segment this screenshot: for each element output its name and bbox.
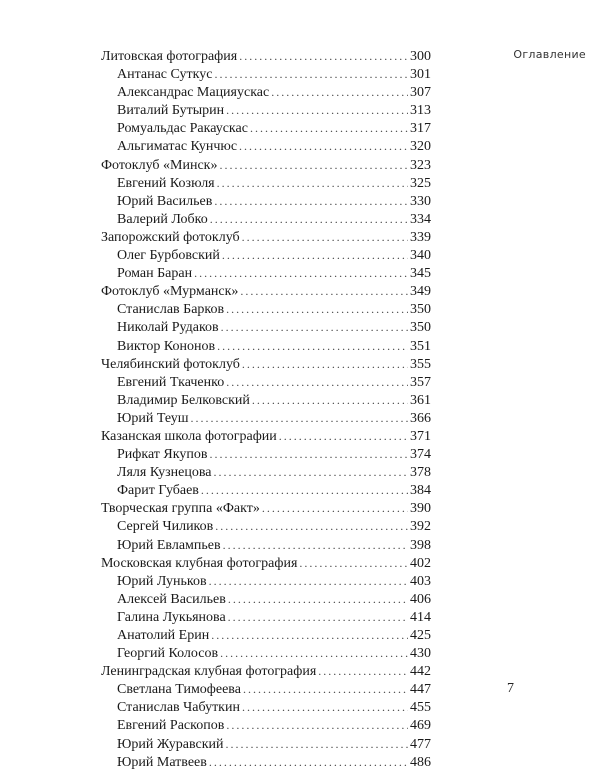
toc-title: Валерий Лобко: [117, 211, 208, 227]
toc-section-row: [101, 156, 431, 174]
toc-title: Владимир Белковский: [117, 392, 250, 408]
toc-section-row: [101, 499, 431, 517]
toc-title: Юрий Теуш: [117, 410, 189, 426]
toc-entry-row: [101, 626, 431, 644]
toc-dot-leader: [226, 101, 408, 119]
toc-title: Станислав Барков: [117, 302, 225, 318]
toc-dot-leader: [226, 300, 408, 318]
toc-page-number: 469: [410, 718, 431, 734]
toc-page-number: 317: [410, 121, 431, 137]
toc-page-number: 392: [410, 519, 431, 535]
toc-dot-leader: [221, 318, 408, 336]
toc-title: Георгий Колосов: [117, 646, 219, 662]
toc-page-number: 406: [410, 591, 431, 607]
toc-page-number: 486: [410, 754, 431, 770]
toc-dot-leader: [252, 391, 408, 409]
toc-dot-leader: [211, 626, 408, 644]
toc-title: Московская клубная фотография: [101, 555, 298, 571]
toc-entry-row: [101, 246, 431, 264]
toc-section-row: [101, 282, 431, 300]
toc-page-number: 340: [410, 248, 431, 264]
toc-dot-leader: [220, 644, 408, 662]
toc-title: Юрий Васильев: [117, 193, 213, 209]
toc-title: Антанас Суткус: [117, 67, 213, 83]
toc-entry-row: [101, 264, 431, 282]
toc-title: Казанская школа фотографии: [101, 428, 277, 444]
toc-entry-row: [101, 644, 431, 662]
toc-dot-leader: [318, 662, 408, 680]
toc-section-row: [101, 355, 431, 373]
toc-page-number: 325: [410, 175, 431, 191]
toc-entry-row: [101, 337, 431, 355]
toc-entry-row: [101, 65, 431, 83]
toc-title: Евгений Козюля: [117, 175, 215, 191]
toc-entry-row: [101, 753, 431, 771]
toc-dot-leader: [209, 445, 408, 463]
toc-dot-leader: [209, 572, 408, 590]
toc-section-row: [101, 554, 431, 572]
toc-page-number: 350: [410, 302, 431, 318]
toc-page-number: 323: [410, 157, 431, 173]
toc-title: Алексей Васильев: [117, 591, 226, 607]
toc-page-number: 300: [410, 49, 431, 64]
toc-title: Олег Бурбовский: [117, 248, 220, 264]
toc-page-number: 334: [410, 211, 431, 227]
toc-entry-row: [101, 300, 431, 318]
toc-dot-leader: [222, 246, 408, 264]
table-of-contents: [101, 47, 431, 771]
toc-entry-row: [101, 119, 431, 137]
toc-title: Творческая группа «Факт»: [101, 501, 260, 517]
toc-title: Запорожский фотоклуб: [101, 229, 240, 245]
toc-title: Юрий Луньков: [117, 573, 207, 589]
toc-title: Евгений Раскопов: [117, 718, 225, 734]
toc-dot-leader: [262, 499, 408, 517]
toc-entry-row: [101, 481, 431, 499]
toc-title: Роман Баран: [117, 266, 193, 282]
section-label: Оглавление: [513, 48, 586, 61]
toc-page-number: 378: [410, 465, 431, 481]
toc-title: Ленинградская клубная фотография: [101, 664, 317, 680]
toc-section-row: [101, 427, 431, 445]
toc-title: Сергей Чиликов: [117, 519, 214, 535]
toc-dot-leader: [242, 228, 408, 246]
toc-dot-leader: [239, 137, 408, 155]
toc-page-number: 398: [410, 537, 431, 553]
toc-dot-leader: [217, 337, 408, 355]
toc-title: Станислав Чабуткин: [117, 700, 240, 716]
toc-title: Фотоклуб «Мурманск»: [101, 284, 239, 300]
toc-entry-row: [101, 391, 431, 409]
toc-page-number: 425: [410, 628, 431, 643]
toc-entry-row: [101, 698, 431, 716]
toc-page-number: 351: [410, 338, 431, 354]
toc-dot-leader: [215, 517, 408, 535]
toc-dot-leader: [271, 83, 408, 101]
toc-dot-leader: [210, 210, 408, 228]
toc-dot-leader: [191, 409, 408, 427]
toc-section-row: [101, 228, 431, 246]
toc-entry-row: [101, 210, 431, 228]
toc-section-row: [101, 662, 431, 680]
toc-dot-leader: [226, 716, 408, 734]
toc-dot-leader: [226, 373, 408, 391]
toc-title: Анатолий Ерин: [117, 628, 210, 643]
toc-entry-row: [101, 463, 431, 481]
page-number: 7: [507, 681, 514, 696]
toc-page-number: 339: [410, 229, 431, 245]
toc-title: Светлана Тимофеева: [117, 682, 241, 698]
toc-dot-leader: [228, 590, 408, 608]
toc-title: Николай Рудаков: [117, 320, 219, 336]
toc-page-number: 402: [410, 555, 431, 571]
toc-dot-leader: [299, 554, 408, 572]
toc-dot-leader: [214, 463, 408, 481]
toc-title: Юрий Матвеев: [117, 754, 207, 770]
toc-page-number: 350: [410, 320, 431, 336]
toc-dot-leader: [239, 47, 408, 65]
toc-page-number: 345: [410, 266, 431, 282]
toc-entry-row: [101, 409, 431, 427]
toc-dot-leader: [242, 355, 408, 373]
toc-dot-leader: [214, 192, 408, 210]
toc-title: Литовская фотография: [101, 49, 238, 64]
toc-page-number: 349: [410, 284, 431, 300]
toc-entry-row: [101, 373, 431, 391]
toc-page-number: 366: [410, 410, 431, 426]
toc-title: Альгиматас Кунчюс: [117, 139, 238, 155]
toc-dot-leader: [243, 680, 408, 698]
toc-entry-row: [101, 572, 431, 590]
toc-dot-leader: [223, 536, 408, 554]
toc-page-number: 414: [410, 609, 431, 625]
toc-entry-row: [101, 101, 431, 119]
toc-section-row: [101, 47, 431, 65]
toc-title: Евгений Ткаченко: [117, 374, 225, 390]
toc-dot-leader: [242, 698, 408, 716]
toc-page-number: 403: [410, 573, 431, 589]
toc-page-number: 455: [410, 700, 431, 716]
toc-page-number: 371: [410, 428, 431, 444]
toc-dot-leader: [279, 427, 408, 445]
toc-page-number: 330: [410, 193, 431, 209]
toc-entry-row: [101, 83, 431, 101]
toc-title: Виктор Кононов: [117, 338, 216, 354]
toc-dot-leader: [209, 753, 408, 771]
toc-page-number: 477: [410, 736, 431, 752]
toc-title: Александрас Мацияускас: [117, 85, 270, 101]
toc-entry-row: [101, 192, 431, 210]
toc-title: Челябинский фотоклуб: [101, 356, 240, 372]
toc-title: Виталий Бутырин: [117, 103, 225, 119]
toc-page-number: 313: [410, 103, 431, 119]
toc-page-number: 355: [410, 356, 431, 372]
toc-entry-row: [101, 536, 431, 554]
toc-page-number: 430: [410, 646, 431, 662]
toc-dot-leader: [219, 156, 408, 174]
toc-entry-row: [101, 680, 431, 698]
toc-title: Юрий Журавский: [117, 736, 224, 752]
toc-title: Галина Лукьянова: [117, 609, 226, 625]
toc-page-number: 301: [410, 67, 431, 83]
toc-title: Юрий Евлампьев: [117, 537, 221, 553]
toc-entry-row: [101, 318, 431, 336]
toc-title: Фарит Губаев: [117, 483, 199, 499]
toc-entry-row: [101, 590, 431, 608]
toc-entry-row: [101, 608, 431, 626]
toc-dot-leader: [240, 282, 408, 300]
toc-page-number: 390: [410, 501, 431, 517]
toc-page-number: 357: [410, 374, 431, 390]
toc-entry-row: [101, 517, 431, 535]
toc-page-number: 384: [410, 483, 431, 499]
toc-title: Ляля Кузнецова: [117, 465, 212, 481]
toc-page-number: 374: [410, 447, 431, 463]
toc-dot-leader: [217, 174, 408, 192]
toc-dot-leader: [214, 65, 408, 83]
toc-title: Рифкат Якупов: [117, 447, 208, 463]
toc-title: Фотоклуб «Минск»: [101, 157, 218, 173]
toc-entry-row: [101, 174, 431, 192]
toc-dot-leader: [250, 119, 408, 137]
toc-entry-row: [101, 137, 431, 155]
toc-page-number: 447: [410, 682, 431, 698]
toc-dot-leader: [194, 264, 408, 282]
toc-page-number: 361: [410, 392, 431, 408]
toc-page-number: 307: [410, 85, 431, 101]
toc-title: Ромуальдас Ракаускас: [117, 121, 248, 137]
toc-dot-leader: [228, 608, 408, 626]
toc-entry-row: [101, 445, 431, 463]
toc-page-number: 320: [410, 139, 431, 155]
toc-page-number: 442: [410, 664, 431, 680]
toc-dot-leader: [201, 481, 408, 499]
toc-entry-row: [101, 716, 431, 734]
